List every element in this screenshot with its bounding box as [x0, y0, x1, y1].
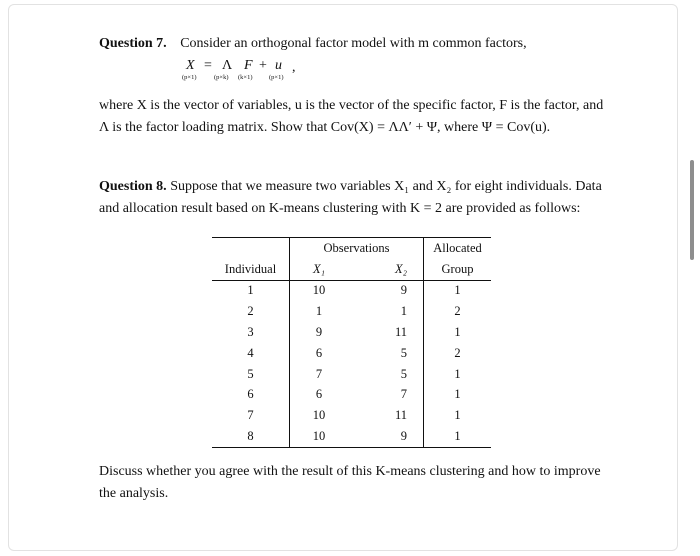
- cell-individual: 8: [212, 426, 290, 447]
- eq-u: u: [275, 58, 282, 73]
- header-x1: X₁: [290, 259, 349, 280]
- question-7-line-2: Λ is the factor loading matrix. Show that Cov(X) = ΛΛ′ + Ψ, where Ψ = Cov(u).: [99, 120, 551, 135]
- cell-x1: 6: [290, 385, 349, 406]
- table-row: [212, 385, 491, 406]
- question-8-line-1: [99, 176, 602, 198]
- table-row: [212, 426, 491, 447]
- question-8-line-2: and allocation result based on K-means clustering with K = 2 are provided as follows:: [99, 201, 581, 216]
- cell-x2: 7: [400, 387, 407, 402]
- cell-x2: 11: [394, 325, 407, 340]
- cell-group: 1: [424, 364, 492, 385]
- eq-sub-lambda: (p×k): [214, 74, 229, 81]
- question-7-title: Question 7.: [99, 36, 167, 51]
- cell-x2: 1: [400, 304, 407, 319]
- cell-x1: 9: [290, 322, 349, 343]
- kmeans-data-table: [212, 237, 491, 448]
- cell-individual: 6: [247, 387, 254, 402]
- cell-x2: 5: [400, 366, 407, 381]
- eq-x: X: [186, 58, 195, 73]
- cell-group: 2: [424, 301, 492, 322]
- cell-x1: 7: [290, 364, 349, 385]
- cell-individual: 2: [247, 304, 254, 319]
- header-allocated: Allocated: [424, 238, 492, 259]
- header-observations: Observations: [290, 238, 424, 259]
- question-8-text-1: Suppose that we measure two variables X₁ and X₂ for eight individuals. Data: [170, 179, 602, 194]
- vertical-scrollbar[interactable]: [690, 160, 694, 260]
- header-individual: Individual: [212, 259, 290, 280]
- question-7-heading: [99, 33, 527, 55]
- table-row: [212, 364, 491, 385]
- cell-individual: 7: [247, 408, 254, 423]
- eq-f: F: [244, 58, 253, 73]
- header-x2: X₂: [348, 259, 424, 280]
- cell-group: 1: [424, 426, 492, 447]
- question-8-discuss-2: the analysis.: [99, 486, 169, 501]
- cell-x1: 6: [290, 343, 349, 364]
- cell-x2: 5: [400, 345, 407, 360]
- table-header-row-1: [212, 238, 491, 259]
- question-7-line-1: where X is the vector of variables, u is the vector of the specific factor, F is the factor, and: [99, 98, 604, 113]
- cell-group: 1: [424, 405, 492, 426]
- cell-x1: 10: [290, 405, 349, 426]
- cell-x2: 9: [400, 283, 407, 298]
- cell-group: 1: [424, 385, 492, 406]
- cell-group: 1: [424, 322, 492, 343]
- cell-x1: 1: [290, 301, 349, 322]
- table-row: [212, 405, 491, 426]
- eq-plus: +: [259, 58, 267, 73]
- cell-group: 1: [424, 280, 492, 301]
- cell-individual: 1: [247, 283, 254, 298]
- eq-sub-f: (k×1): [238, 74, 253, 81]
- eq-sub-x: (p×1): [182, 74, 197, 81]
- table-row: [212, 301, 491, 322]
- question-8-title: Question 8.: [99, 179, 167, 194]
- cell-x1: 10: [290, 280, 349, 301]
- cell-x1: 10: [290, 426, 349, 447]
- table-row: [212, 343, 491, 364]
- eq-equals: =: [204, 58, 212, 73]
- cell-individual: 4: [247, 345, 254, 360]
- header-group: Group: [424, 259, 492, 280]
- table-header-row-2: [212, 259, 491, 280]
- cell-x2: 9: [348, 426, 424, 447]
- eq-sub-u: (p×1): [269, 74, 284, 81]
- cell-group: 2: [424, 343, 492, 364]
- cell-individual: 3: [247, 325, 254, 340]
- question-7-intro: Consider an orthogonal factor model with m common factors,: [180, 36, 527, 51]
- table-row: [212, 322, 491, 343]
- cell-individual: 5: [247, 366, 254, 381]
- question-8-discuss-1: Discuss whether you agree with the result of this K-means clustering and how to improve: [99, 464, 601, 479]
- table-row: [212, 280, 491, 301]
- cell-x2: 11: [394, 408, 407, 423]
- eq-lambda: Λ: [222, 58, 233, 73]
- eq-comma: ,: [292, 60, 296, 75]
